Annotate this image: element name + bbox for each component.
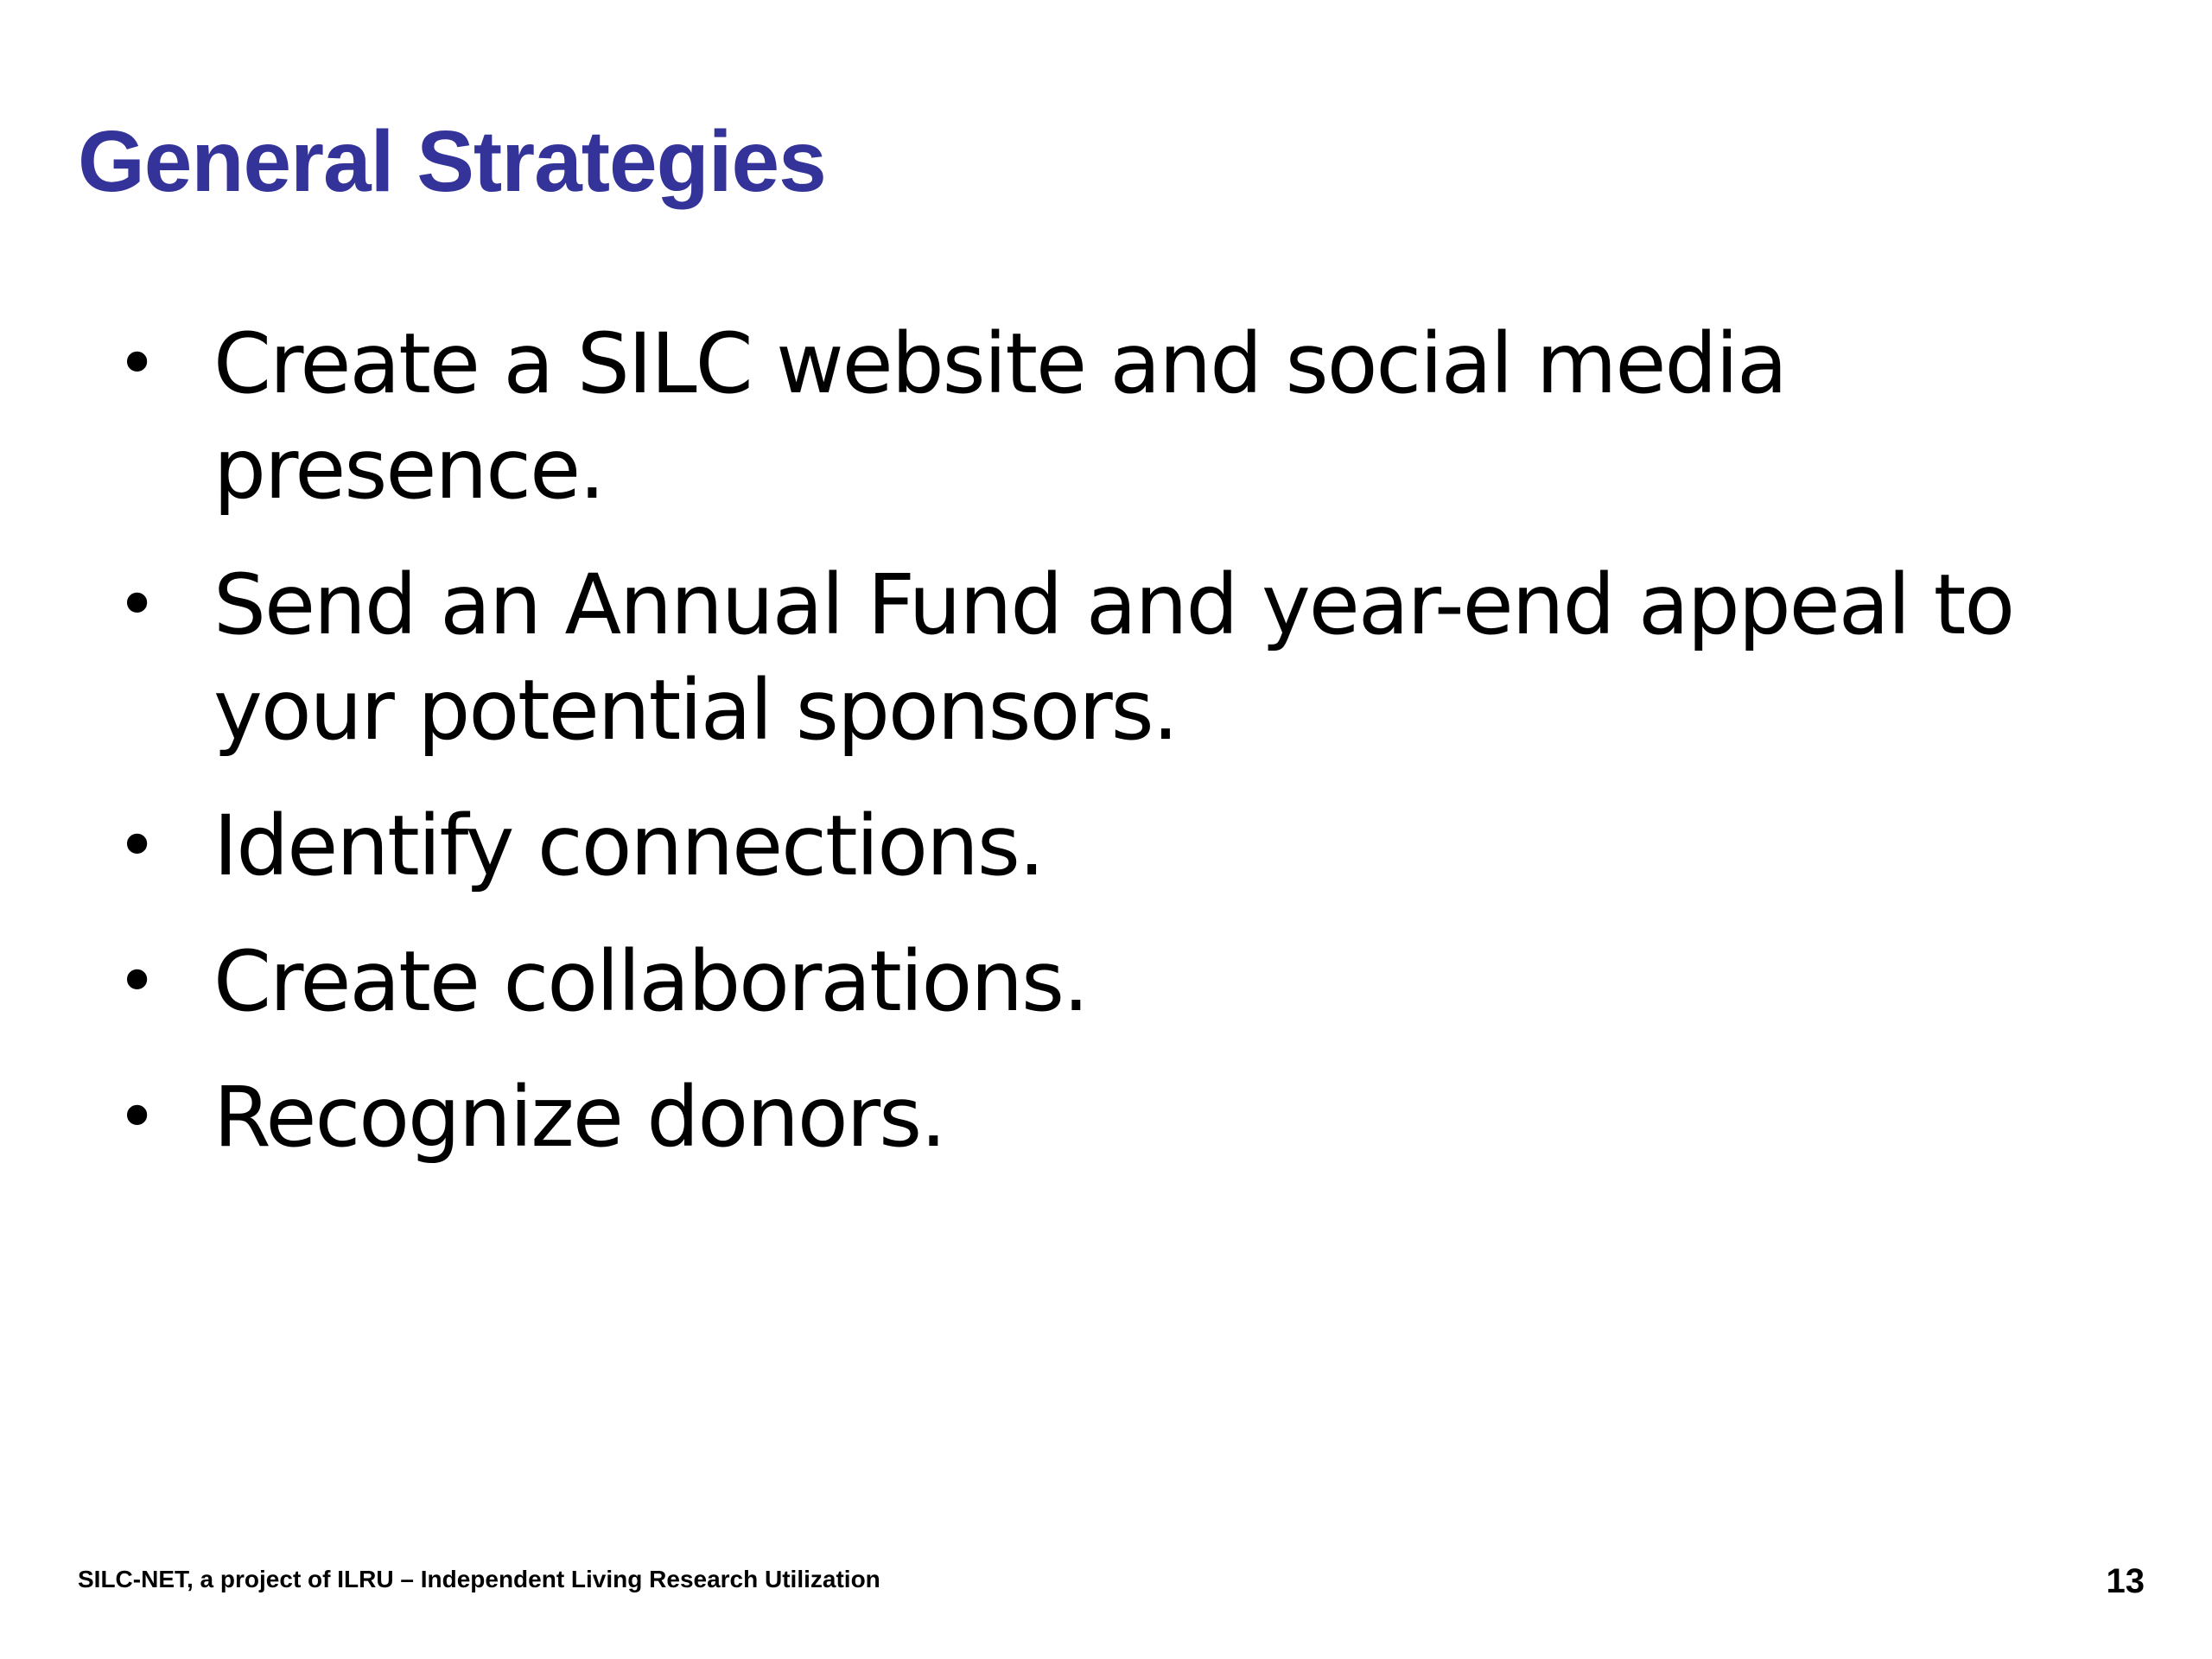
bullet-list (112, 311, 2056, 1200)
bullet-item (112, 552, 2056, 763)
footer-text: SILC-NET, a project of ILRU – Independent Living Research Utilization (78, 1566, 880, 1592)
bullet-marker: • (117, 564, 156, 645)
slide-title: General Strategies (78, 113, 826, 210)
bullet-item (112, 793, 2056, 899)
bullet-item (112, 311, 2056, 522)
bullet-marker: • (117, 941, 156, 1021)
bullet-marker: • (117, 1077, 156, 1157)
bullet-marker: • (117, 323, 156, 404)
bullet-text: Create a SILC website and social media presence. (213, 315, 1786, 518)
bullet-marker: • (117, 805, 156, 886)
bullet-text: Identify connections. (213, 798, 1044, 894)
bullet-text: Recognize donors. (213, 1069, 945, 1166)
bullet-item (112, 929, 2056, 1034)
page-number: 13 (2106, 1562, 2145, 1600)
bullet-text: Create collaborations. (213, 933, 1088, 1030)
bullet-item (112, 1065, 2056, 1170)
bullet-text: Send an Annual Fund and year-end appeal to your potential sponsors. (213, 556, 2014, 759)
